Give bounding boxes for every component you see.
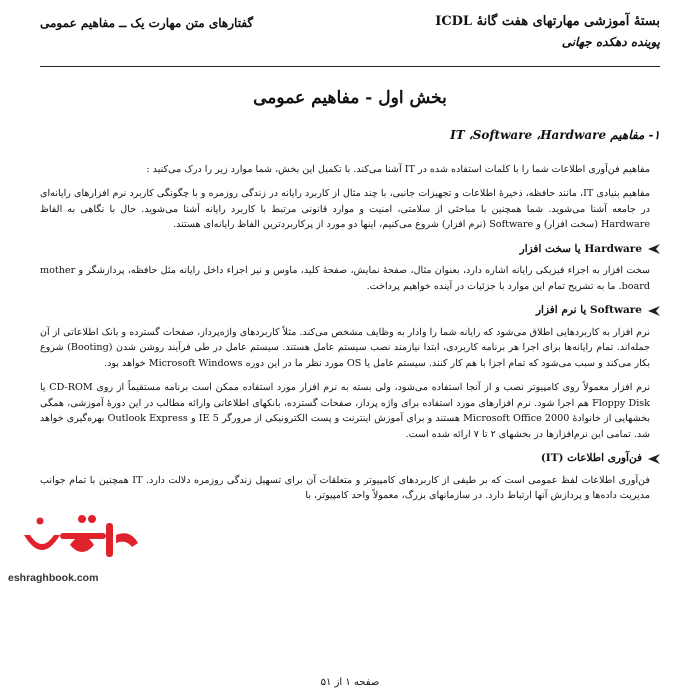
section-heading: ۱- مفاهیم IT ،Software ،Hardware <box>450 128 660 142</box>
page-header <box>40 14 660 66</box>
watermark-site: eshraghbook.com <box>8 572 99 584</box>
hardware-heading <box>40 242 660 258</box>
series-title: بستهٔ آموزشی مهارتهای هفت گانهٔ ICDL <box>435 14 660 29</box>
intro-paragraph-1: مفاهیم فن‌آوری اطلاعات شما را با کلمات استفاده شده در IT آشنا می‌کند. با تکمیل این بخش، شما موارد زیر را درک می‌کنید : <box>146 163 650 175</box>
page-footer: صفحه ۱ از ۵۱ <box>320 677 380 688</box>
it-title: فن‌آوری اطلاعات (IT) <box>540 452 642 464</box>
software-paragraph-1: نرم افزار به کاربردهایی اطلاق می‌شود که رایانه شما را وادار به وظایف مشخص می‌کند. مثلاً کاربردهای واژه‌پرداز، صفحات گسترده و بانک اطلاعاتی از آن جمله‌اند. تمام رایانه‌ها برای اجرا هر برنامه کاربردی، ابتدا نیازمند نصب سیستم عامل هستند. سیستم عامل در طی فرآیند روشن شدن (Booting) شروع بکار می‌کند و سبب می‌شود که تمام اجزا با هم کار کنند. سیستم عامل یا OS مورد نظر ما در این دوره Microsoft Windows خواهد بود. <box>40 326 650 369</box>
main-content <box>40 128 660 513</box>
part-title: بخش اول - مفاهیم عمومی <box>253 88 447 108</box>
brand-wordmark-icon <box>10 505 150 575</box>
it-heading <box>40 451 660 467</box>
arrow-bullet-icon <box>648 306 660 316</box>
arrow-bullet-icon <box>648 244 660 254</box>
header-subtitle: پوینده دهکده جهانی <box>561 35 660 49</box>
software-title: Software یا نرم افزار <box>535 304 642 316</box>
hardware-paragraph: سخت افزار به اجزاء فیزیکی رایانه اشاره دارد، بعنوان مثال، صفحهٔ نمایش، صفحهٔ کلید، ماوس و نیز اجزاء داخل رایانه مثل حافظه، پردازشگر و mother board. ما به تشریح تمام این موارد با جزئیات در آینده خواهیم پرداخت. <box>40 265 650 292</box>
intro-paragraph-2: مفاهیم بنیادی IT، مانند حافظه، ذخیرهٔ اطلاعات و تجهیزات جانبی، با چند مثال از کاربرد رایانه در زندگی روزمره و با چگونگی کاربرد نرم افزارهای رایانه‌ای در جامعه آشنا می‌شوید. شما همچنین با مباحثی از سلامتی، امنیت و موارد قانونی مرتبط با کاربرد رایانه آشنا می‌شوید. حال با نگاهی به الفاظ Hardware (سخت افزار) و Software (نرم افزار) شروع می‌کنیم، اینها دو مورد از پرکاربردترین الفاظ رایانه‌ای هستند. <box>40 188 650 230</box>
arrow-bullet-icon <box>648 454 660 464</box>
header-right-block <box>435 14 660 49</box>
software-paragraph-2: نرم افزار معمولاً روی کامپیوتر نصب و از آنجا استفاده می‌شود، ولی بسته به نرم افزار مورد استفاده ممکن است برنامه مستقیماً از روی CD-ROM یا Floppy Disk هم اجرا شود. نرم افزارهای مورد استفاده برای واژه پرداز، صفحات گسترده، بانکهای اطلاعاتی وارائه مطالب در این دورهٔ آموزشی، همگی بخشهایی از خانوادهٔ Microsoft Office 2000 هستند و برای آموزش اینترنت و پست الکترونیکی از مرورگر IE 5 و Outlook Express بهره‌گیری خواهد شد. تمامی این نرم‌افزارها در بخشهای ۲ تا ۷ ارائه شده است. <box>40 382 650 440</box>
publisher-logo <box>10 505 150 605</box>
header-divider <box>40 66 660 67</box>
chapter-title: گفتارهای متن مهارت یک ــ مفاهیم عمومی <box>40 16 254 30</box>
software-heading <box>40 303 660 319</box>
hardware-title: Hardware یا سخت افزار <box>519 242 642 255</box>
it-paragraph: فن‌آوری اطلاعات لفظ عمومی است که بر طیفی از کاربردهای کامپیوتر و متعلقات آن برای تسهیل زندگی روزمره دلالت دارد. IT همچنین با تمام جوانب مدیریت داده‌ها و پردازش آنها ارتباط دارد. در سازمانهای بزرگ، معمولاً واحد کامپیوتر، با <box>40 474 651 501</box>
